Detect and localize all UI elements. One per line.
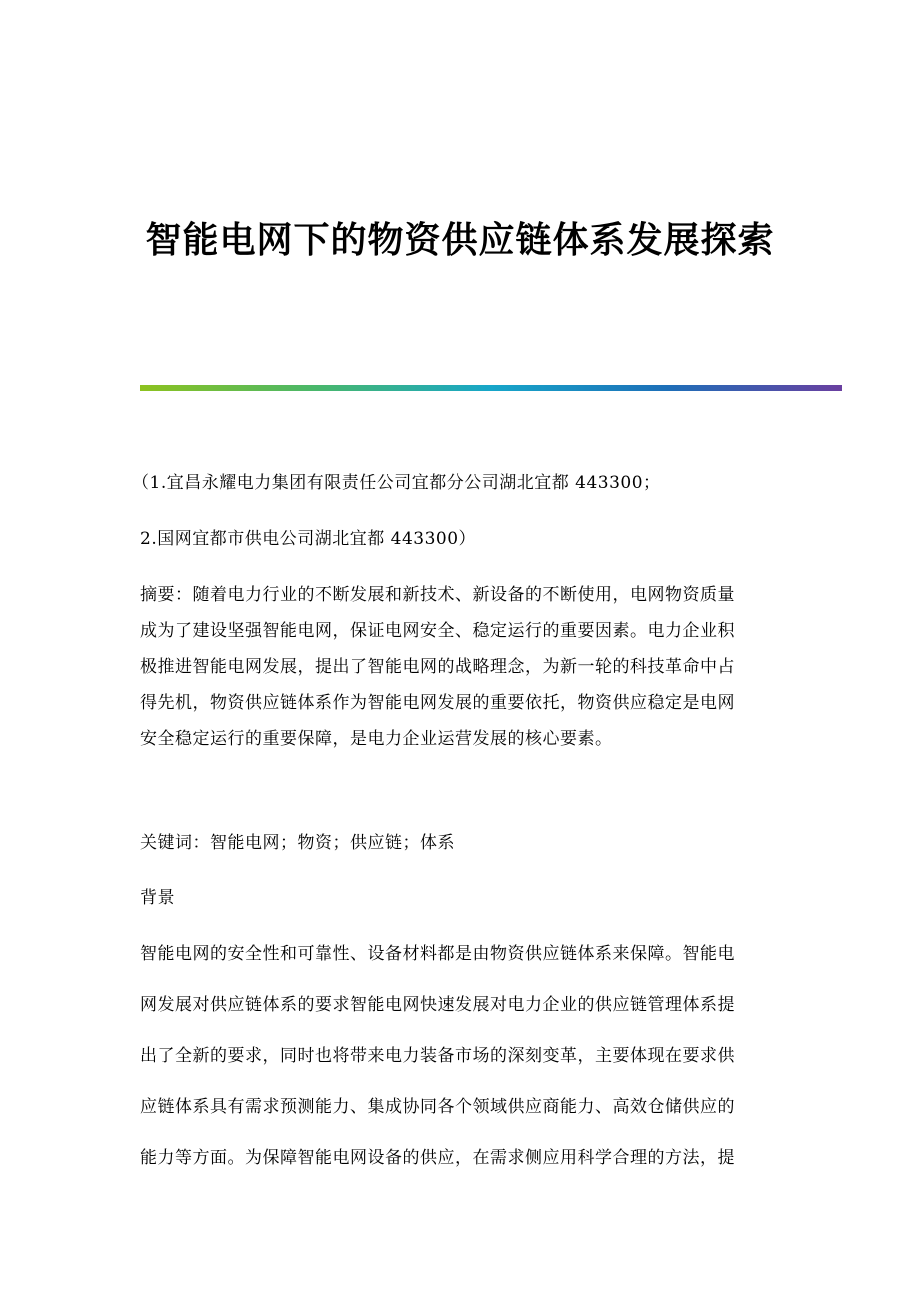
abstract-line: 安全稳定运行的重要保障，是电力企业运营发展的核心要素。 — [140, 729, 613, 749]
abstract-line: 摘要：随着电力行业的不断发展和新技术、新设备的不断使用，电网物资质量 — [140, 585, 735, 605]
abstract-line: 得先机，物资供应链体系作为智能电网发展的重要依托，物资供应稳定是电网 — [140, 693, 735, 713]
section-heading — [140, 880, 770, 916]
abstract-line: 极推进智能电网发展，提出了智能电网的战略理念，为新一轮的科技革命中占 — [140, 657, 735, 677]
gradient-divider — [140, 385, 842, 391]
background-paragraph — [140, 936, 770, 1191]
abstract-paragraph — [140, 577, 770, 757]
affiliation-text-1: （1.宜昌永耀电力集团有限责任公司宜都分公司湖北宜都 443300； — [132, 473, 661, 493]
affiliation-text-2: 2.国网宜都市供电公司湖北宜都 443300） — [140, 529, 477, 549]
keywords-line — [140, 825, 770, 861]
affiliation-line-2 — [140, 521, 770, 557]
background-line: 能力等方面。为保障智能电网设备的供应，在需求侧应用科学合理的方法，提 — [140, 1148, 735, 1168]
section-heading-text: 背景 — [140, 888, 175, 908]
background-line: 应链体系具有需求预测能力、集成协同各个领域供应商能力、高效仓储供应的 — [140, 1097, 735, 1117]
abstract-line: 成为了建设坚强智能电网，保证电网安全、稳定运行的重要因素。电力企业积 — [140, 621, 735, 641]
background-line: 网发展对供应链体系的要求智能电网快速发展对电力企业的供应链管理体系提 — [140, 995, 735, 1015]
keywords-text: 关键词：智能电网；物资；供应链；体系 — [140, 833, 455, 853]
document-title: 智能电网下的物资供应链体系发展探索 — [145, 219, 775, 261]
affiliation-line-1 — [132, 465, 770, 501]
background-line: 出了全新的要求，同时也将带来电力装备市场的深刻变革，主要体现在要求供 — [140, 1046, 735, 1066]
background-line: 智能电网的安全性和可靠性、设备材料都是由物资供应链体系来保障。智能电 — [140, 944, 735, 964]
